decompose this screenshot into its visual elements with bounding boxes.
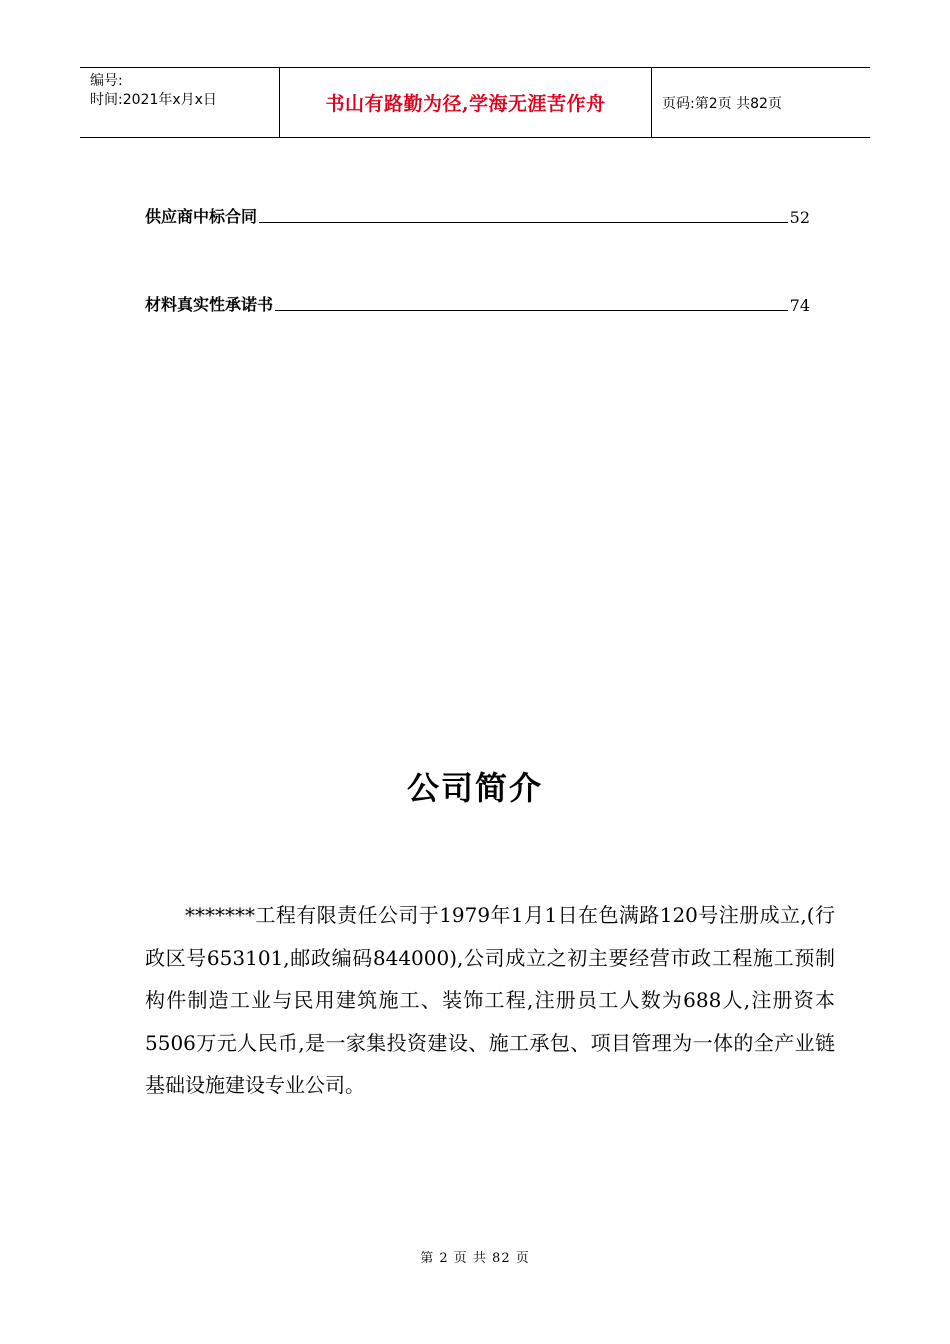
toc-entry-page: 52: [789, 208, 810, 227]
toc-entry-label: 供应商中标合同: [145, 207, 258, 226]
toc-leader-line: [275, 309, 788, 311]
document-number-label: 编号:: [90, 73, 123, 89]
header-motto: 书山有路勤为径,学海无涯苦作舟: [280, 68, 652, 137]
page-header: [80, 67, 870, 138]
toc-leader-line: [259, 221, 788, 223]
company-intro-paragraph: *******工程有限责任公司于1979年1月1日在色满路120号注册成立,(行政区号653101,邮政编码844000),公司成立之初主要经营市政工程施工预制构件制造工业与民用建筑施工、装饰工程,注册员工人数为688人,注册资本5506万元人民币,是一家集投资建设、施工承包、项目管理为一体的全产业链基础设施建设专业公司。: [145, 903, 835, 1097]
toc-entry-label: 材料真实性承诺书: [145, 295, 274, 314]
header-meta: [80, 68, 280, 137]
toc-entry[interactable]: [145, 291, 810, 315]
section-title: 公司简介: [406, 769, 543, 807]
toc-entry[interactable]: [145, 203, 810, 227]
document-date: 时间:2021年x月x日: [90, 92, 217, 108]
page-footer: 第 2 页 共 82 页: [420, 1251, 530, 1266]
header-page-info: 页码:第2页 共82页: [662, 95, 782, 112]
toc-entry-page: 74: [789, 296, 810, 315]
